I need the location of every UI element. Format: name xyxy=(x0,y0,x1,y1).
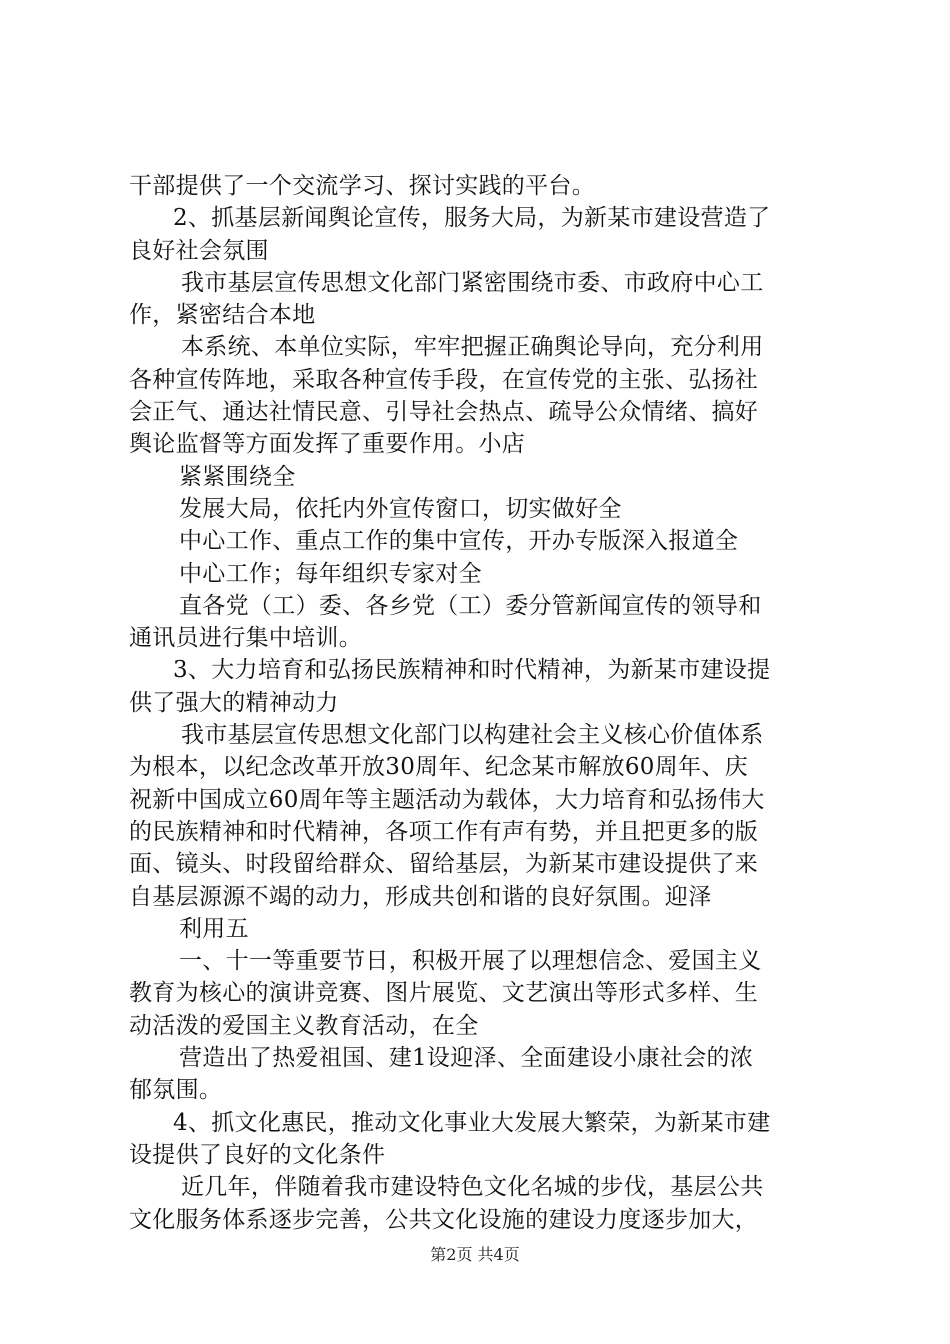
section-heading-4-cont: 设提供了良好的文化条件 xyxy=(129,1141,386,1168)
text-line: 我市基层宣传思想文化部门紧密围绕市委、市政府中心工 xyxy=(181,269,764,296)
text-line: 通讯员进行集中培训。 xyxy=(129,625,362,652)
text-line: 会正气、通达社情民意、引导社会热点、疏导公众情绪、搞好 xyxy=(129,399,759,426)
text-line: 营造出了热爱祖国、建1设迎泽、全面建设小康社会的浓 xyxy=(179,1045,754,1072)
text-line: 动活泼的爱国主义教育活动，在全 xyxy=(129,1012,479,1039)
text-line: 的民族精神和时代精神，各项工作有声有势，并且把更多的版 xyxy=(129,818,759,845)
text-line: 自基层源源不竭的动力，形成共创和谐的良好氛围。迎泽 xyxy=(129,883,712,910)
text-line: 教育为核心的演讲竞赛、图片展览、文艺演出等形式多样、生 xyxy=(129,980,759,1007)
text-line: 为根本，以纪念改革开放30周年、纪念某市解放60周年、庆 xyxy=(129,754,748,781)
text-line: 面、镜头、时段留给群众、留给基层，为新某市建设提供了来 xyxy=(129,851,759,878)
text-line: 紧紧围绕全 xyxy=(179,463,296,490)
text-line: 作，紧密结合本地 xyxy=(129,302,316,329)
document-body xyxy=(129,170,833,1236)
text-line: 文化服务体系逐步完善，公共文化设施的建设力度逐步加大， xyxy=(129,1206,759,1233)
section-heading-3-cont: 供了强大的精神动力 xyxy=(129,689,339,716)
text-line: 我市基层宣传思想文化部门以构建社会主义核心价值体系 xyxy=(181,722,764,749)
section-heading-3: 3、大力培育和弘扬民族精神和时代精神，为新某市建设提 xyxy=(173,657,771,684)
text-line: 近几年，伴随着我市建设特色文化名城的步伐，基层公共 xyxy=(181,1174,764,1201)
text-line: 郁氛围。 xyxy=(129,1077,223,1104)
text-line: 本系统、本单位实际，牢牢把握正确舆论导向，充分利用 xyxy=(181,334,764,361)
text-line: 一、十一等重要节日，积极开展了以理想信念、爱国主义 xyxy=(179,948,762,975)
section-heading-4: 4、抓文化惠民，推动文化事业大发展大繁荣，为新某市建 xyxy=(173,1109,771,1136)
page-footer: 第2页 共4页 xyxy=(430,1245,520,1264)
text-line: 中心工作、重点工作的集中宣传，开办专版深入报道全 xyxy=(179,528,739,555)
text-line: 各种宣传阵地，采取各种宣传手段，在宣传党的主张、弘扬社 xyxy=(129,366,759,393)
section-heading-2-cont: 良好社会氛围 xyxy=(129,237,269,264)
text-line: 舆论监督等方面发挥了重要作用。小店 xyxy=(129,431,526,458)
text-line: 利用五 xyxy=(179,915,249,942)
text-line: 祝新中国成立60周年等主题活动为载体，大力培育和弘扬伟大 xyxy=(129,786,765,813)
section-heading-2: 2、抓基层新闻舆论宣传，服务大局，为新某市建设营造了 xyxy=(173,205,771,232)
text-line: 干部提供了一个交流学习、探讨实践的平台。 xyxy=(129,173,595,199)
text-line: 直各党（工）委、各乡党（工）委分管新闻宣传的领导和 xyxy=(179,592,762,619)
text-line: 发展大局，依托内外宣传窗口，切实做好全 xyxy=(179,495,622,522)
text-line: 中心工作；每年组织专家对全 xyxy=(179,560,482,587)
